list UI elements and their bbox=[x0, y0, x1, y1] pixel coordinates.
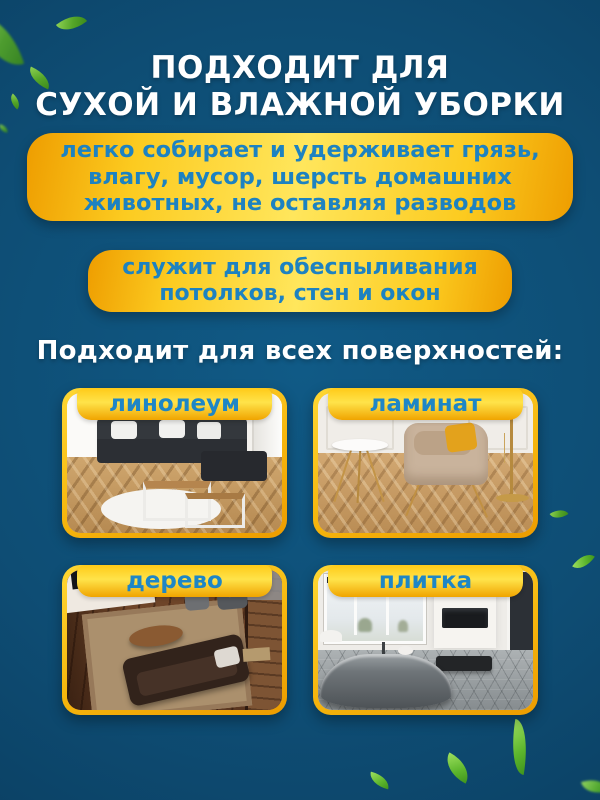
doormat-shape bbox=[243, 647, 271, 662]
tree-silhouette-shape bbox=[358, 618, 372, 632]
side-table-top-shape bbox=[332, 439, 388, 451]
page-title bbox=[0, 50, 600, 124]
leaf-icon bbox=[440, 752, 475, 783]
tree-silhouette-shape bbox=[398, 620, 408, 632]
lamp-cord-shape bbox=[504, 433, 505, 463]
banner-line: служит для обеспыливания bbox=[122, 254, 478, 280]
pillow-shape bbox=[111, 421, 137, 439]
fireplace-insert-shape bbox=[442, 608, 488, 628]
coffee-table-shape bbox=[185, 493, 245, 528]
feature-banner-dusting bbox=[88, 250, 512, 312]
leaf-icon bbox=[550, 506, 569, 523]
surface-label-tile: плитка bbox=[328, 565, 523, 597]
banner-line: легко собирает и удерживает грязь, bbox=[60, 137, 540, 164]
surface-card-tile bbox=[313, 565, 538, 715]
leaf-icon bbox=[572, 549, 595, 574]
plant-shape bbox=[320, 630, 342, 642]
feature-banner-collects-dirt bbox=[27, 133, 573, 221]
banner-line: влагу, мусор, шерсть домашних bbox=[88, 163, 512, 190]
surface-label-laminate: ламинат bbox=[328, 388, 523, 420]
pillow-shape bbox=[197, 422, 221, 440]
surface-label-linoleum: линолеум bbox=[77, 388, 272, 420]
floor-lamp-base-shape bbox=[496, 494, 529, 502]
leaf-icon bbox=[56, 8, 87, 37]
flowers-shape bbox=[398, 646, 413, 655]
surface-card-linoleum bbox=[62, 388, 287, 538]
surfaces-grid bbox=[62, 388, 538, 715]
surface-label-wood: дерево bbox=[77, 565, 272, 597]
leaf-icon bbox=[368, 772, 392, 790]
bench-shape bbox=[436, 656, 492, 671]
leaf-icon bbox=[507, 719, 532, 775]
leaf-icon bbox=[581, 775, 600, 799]
surface-card-laminate bbox=[313, 388, 538, 538]
yellow-pillow-shape bbox=[444, 422, 477, 453]
leaf-icon bbox=[0, 124, 9, 132]
page-title-line2: СУХОЙ И ВЛАЖНОЙ УБОРКИ bbox=[35, 87, 565, 124]
sofa-chaise-shape bbox=[201, 451, 267, 481]
banner-line: животных, не оставляя разводов bbox=[83, 190, 517, 217]
surface-card-wood bbox=[62, 565, 287, 715]
banner-line: потолков, стен и окон bbox=[159, 281, 441, 306]
page-title-line1: ПОДХОДИТ ДЛЯ bbox=[150, 50, 450, 86]
surfaces-heading: Подходит для всех поверхностей: bbox=[36, 336, 564, 366]
pillow-shape bbox=[159, 420, 185, 438]
